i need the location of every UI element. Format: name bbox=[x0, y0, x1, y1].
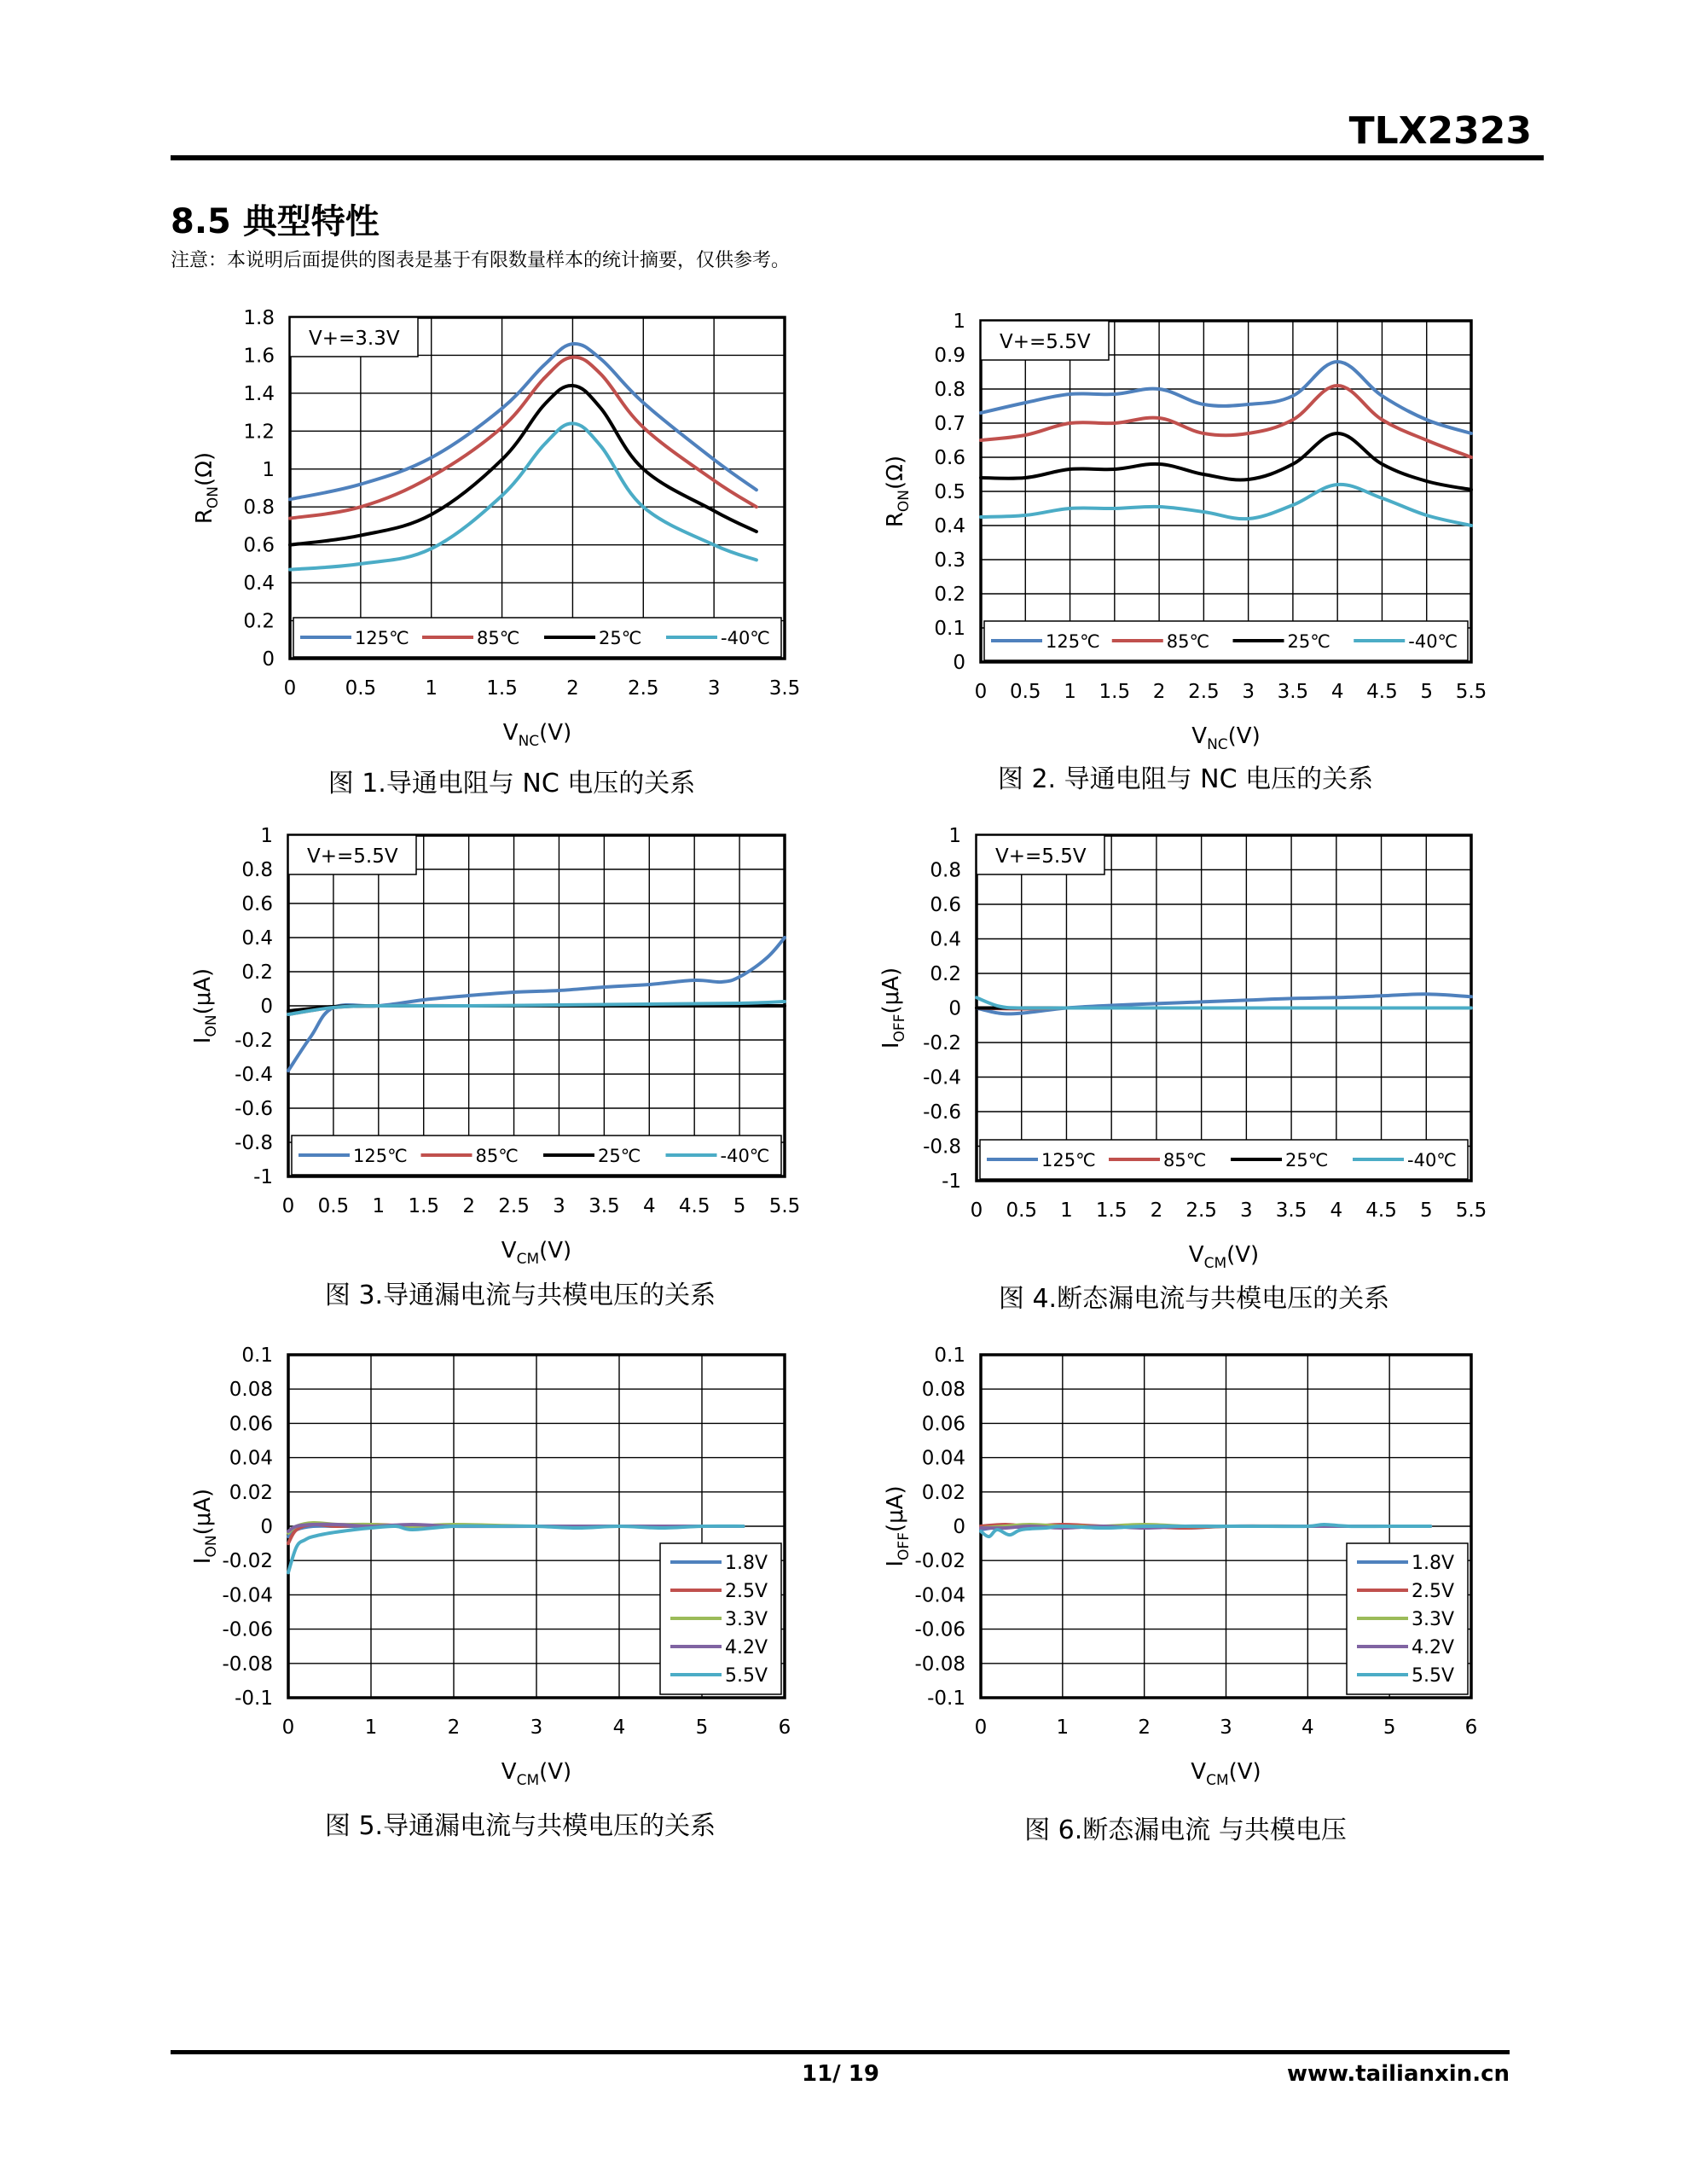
y-tick-label: 0.08 bbox=[229, 1379, 273, 1402]
condition-label: V+=5.5V bbox=[1000, 331, 1091, 353]
x-tick-label: 0 bbox=[283, 677, 297, 700]
x-tick-label: 2 bbox=[447, 1716, 461, 1739]
caption-fig4: 图 4.断态漏电流与共模电压的关系 bbox=[998, 1284, 1390, 1314]
x-tick-label: 4.5 bbox=[1365, 1199, 1397, 1222]
series-line-25℃ bbox=[290, 386, 757, 545]
y-tick-label: 0.6 bbox=[934, 447, 965, 469]
y-tick-label: 0 bbox=[953, 1516, 965, 1538]
series-line--40℃ bbox=[981, 485, 1471, 526]
y-tick-label: 1.6 bbox=[243, 345, 275, 368]
y-axis-label: $I_{OFF}(\mu A)$ bbox=[883, 1485, 913, 1567]
x-tick-label: 0.5 bbox=[345, 677, 377, 700]
y-tick-label: 1.4 bbox=[243, 382, 275, 405]
caption-fig6: 图 6.断态漏电流 与共模电压 bbox=[1024, 1815, 1347, 1845]
legend-label: 4.2V bbox=[725, 1637, 768, 1658]
y-tick-label: -0.4 bbox=[923, 1066, 961, 1089]
condition-label: V+=3.3V bbox=[309, 328, 400, 350]
y-tick-label: 0.3 bbox=[934, 549, 965, 572]
section-note: 注意：本说明后面提供的图表是基于有限数量样本的统计摘要，仅供参考。 bbox=[171, 250, 791, 271]
x-axis-label: $V_{NC}(V)$ bbox=[1191, 723, 1261, 753]
y-tick-label: -0.4 bbox=[235, 1064, 273, 1086]
y-tick-label: 0.6 bbox=[930, 894, 961, 916]
y-tick-label: -0.02 bbox=[914, 1550, 965, 1573]
y-tick-label: -0.02 bbox=[222, 1550, 273, 1573]
legend-label: 85℃ bbox=[475, 1146, 519, 1166]
website-link[interactable]: www.tailianxin.cn bbox=[1286, 2061, 1510, 2087]
y-tick-label: -0.2 bbox=[923, 1032, 961, 1054]
condition-label: V+=5.5V bbox=[995, 845, 1087, 868]
x-tick-label: 1.5 bbox=[408, 1195, 440, 1217]
x-tick-label: 3 bbox=[1242, 681, 1255, 703]
y-tick-label: 1 bbox=[953, 311, 965, 333]
chart-fig4 bbox=[853, 815, 1501, 1272]
y-tick-label: 0.2 bbox=[934, 584, 965, 606]
section-title: 8.5 典型特性 bbox=[171, 202, 380, 241]
y-tick-label: -0.06 bbox=[222, 1618, 273, 1641]
legend-label: -40℃ bbox=[720, 1146, 770, 1166]
chart-fig5 bbox=[171, 1331, 819, 1789]
y-tick-label: 0.2 bbox=[243, 610, 275, 633]
y-tick-label: 0.1 bbox=[934, 618, 965, 640]
x-tick-label: 3.5 bbox=[588, 1195, 620, 1217]
legend-label: 85℃ bbox=[477, 628, 520, 648]
legend-label: -40℃ bbox=[721, 628, 770, 648]
legend-label: 1.8V bbox=[1412, 1553, 1455, 1574]
y-tick-label: -0.8 bbox=[235, 1132, 273, 1154]
x-tick-label: 0.5 bbox=[1009, 681, 1041, 703]
x-tick-label: 0.5 bbox=[1006, 1199, 1038, 1222]
x-tick-label: 2.5 bbox=[627, 677, 659, 700]
y-axis-label: $R_{ON}(\Omega)$ bbox=[883, 455, 913, 528]
legend-label: 85℃ bbox=[1163, 1150, 1207, 1170]
header-rule bbox=[171, 155, 1544, 160]
x-tick-label: 0.5 bbox=[317, 1195, 350, 1217]
x-tick-label: 3 bbox=[1220, 1716, 1232, 1739]
y-tick-label: 0.6 bbox=[243, 534, 275, 557]
y-tick-label: 0 bbox=[953, 652, 965, 674]
series-line-25℃ bbox=[981, 433, 1471, 490]
x-tick-label: 5 bbox=[1420, 681, 1434, 703]
y-tick-label: -1 bbox=[253, 1166, 273, 1188]
series-line-125℃ bbox=[977, 994, 1471, 1014]
chart-fig3 bbox=[171, 815, 819, 1268]
plot-frame bbox=[290, 317, 785, 659]
chart-svg-fig5 bbox=[171, 1331, 819, 1789]
legend-label: 25℃ bbox=[598, 1146, 641, 1166]
x-tick-label: 0 bbox=[974, 681, 988, 703]
x-tick-label: 1.5 bbox=[1095, 1199, 1128, 1222]
x-tick-label: 5 bbox=[733, 1195, 746, 1217]
x-tick-label: 4 bbox=[612, 1716, 626, 1739]
y-tick-label: -0.04 bbox=[914, 1584, 965, 1607]
legend-label: 125℃ bbox=[355, 628, 409, 648]
series-line-125℃ bbox=[290, 344, 757, 499]
y-tick-label: 0.4 bbox=[241, 927, 273, 950]
x-tick-label: 5 bbox=[695, 1716, 709, 1739]
x-tick-label: 6 bbox=[778, 1716, 791, 1739]
x-tick-label: 5 bbox=[1383, 1716, 1396, 1739]
caption-fig1: 图 1.导通电阻与 NC 电压的关系 bbox=[328, 769, 696, 799]
caption-fig2: 图 2. 导通电阻与 NC 电压的关系 bbox=[997, 764, 1374, 794]
x-tick-label: 1 bbox=[1056, 1716, 1070, 1739]
y-axis-label: $R_{ON}(\Omega)$ bbox=[192, 451, 222, 525]
x-tick-label: 3.5 bbox=[768, 677, 801, 700]
y-tick-label: 0.8 bbox=[934, 379, 965, 401]
y-tick-label: -0.08 bbox=[222, 1653, 273, 1676]
y-tick-label: 0.04 bbox=[921, 1447, 965, 1470]
chart-svg-fig6 bbox=[853, 1331, 1501, 1789]
page-number: 11/ 19 bbox=[802, 2061, 879, 2087]
y-tick-label: 0.8 bbox=[243, 497, 275, 520]
y-tick-label: 1.8 bbox=[243, 307, 275, 329]
series-line--40℃ bbox=[288, 1002, 785, 1014]
x-tick-label: 4 bbox=[642, 1195, 656, 1217]
footer-rule bbox=[171, 2050, 1510, 2054]
chart-fig1 bbox=[171, 299, 819, 750]
y-tick-label: 0.5 bbox=[934, 481, 965, 503]
y-tick-label: -0.6 bbox=[235, 1098, 273, 1120]
x-tick-label: 2 bbox=[1138, 1716, 1151, 1739]
x-tick-label: 2 bbox=[462, 1195, 475, 1217]
x-tick-label: 0 bbox=[974, 1716, 988, 1739]
x-axis-label: $V_{CM}(V)$ bbox=[1191, 1759, 1261, 1789]
series-line-5.5V bbox=[981, 1525, 1430, 1536]
legend-label: 1.8V bbox=[725, 1553, 768, 1574]
y-tick-label: 1 bbox=[260, 825, 273, 847]
legend-label: 2.5V bbox=[725, 1581, 768, 1602]
x-tick-label: 6 bbox=[1464, 1716, 1478, 1739]
x-tick-label: 2.5 bbox=[498, 1195, 530, 1217]
legend-label: 125℃ bbox=[353, 1146, 408, 1166]
x-tick-label: 1 bbox=[425, 677, 438, 700]
x-axis-label: $V_{CM}(V)$ bbox=[1188, 1242, 1260, 1272]
x-tick-label: 4.5 bbox=[678, 1195, 710, 1217]
y-tick-label: 0.04 bbox=[229, 1447, 273, 1470]
x-tick-label: 0 bbox=[281, 1195, 295, 1217]
x-tick-label: 3 bbox=[553, 1195, 565, 1217]
y-tick-label: 0.7 bbox=[934, 413, 965, 435]
legend-label: 85℃ bbox=[1166, 631, 1210, 652]
x-tick-label: 0 bbox=[281, 1716, 295, 1739]
legend-label: 125℃ bbox=[1041, 1150, 1096, 1170]
x-tick-label: 0 bbox=[970, 1199, 983, 1222]
y-tick-label: 0.06 bbox=[229, 1413, 273, 1436]
y-axis-label: $I_{OFF}(\mu A)$ bbox=[878, 967, 908, 1049]
chart-fig2 bbox=[853, 299, 1501, 753]
x-tick-label: 2 bbox=[1152, 681, 1166, 703]
x-tick-label: 2 bbox=[566, 677, 579, 700]
x-tick-label: 1.5 bbox=[486, 677, 518, 700]
y-tick-label: 0.1 bbox=[241, 1345, 273, 1367]
y-tick-label: -0.04 bbox=[222, 1584, 273, 1607]
legend-label: 2.5V bbox=[1412, 1581, 1455, 1602]
y-tick-label: 0.02 bbox=[229, 1481, 273, 1504]
legend-label: 5.5V bbox=[725, 1665, 768, 1687]
x-axis-label: $V_{CM}(V)$ bbox=[501, 1238, 572, 1268]
y-tick-label: 1.2 bbox=[243, 421, 275, 444]
legend-label: 125℃ bbox=[1046, 631, 1100, 652]
chart-svg-fig2 bbox=[853, 299, 1501, 753]
series-line--40℃ bbox=[977, 997, 1471, 1008]
y-tick-label: 0.8 bbox=[241, 859, 273, 881]
y-tick-label: 0.2 bbox=[241, 961, 273, 984]
caption-fig3: 图 3.导通漏电流与共模电压的关系 bbox=[324, 1281, 716, 1310]
y-tick-label: -0.1 bbox=[927, 1687, 965, 1710]
chart-svg-fig1 bbox=[171, 299, 819, 750]
caption-fig5: 图 5.导通漏电流与共模电压的关系 bbox=[324, 1811, 716, 1841]
y-tick-label: 0 bbox=[262, 648, 275, 671]
y-tick-label: 0.4 bbox=[930, 928, 961, 951]
chart-fig6 bbox=[853, 1331, 1501, 1789]
x-tick-label: 4 bbox=[1330, 1199, 1343, 1222]
x-tick-label: 3.5 bbox=[1277, 681, 1309, 703]
y-tick-label: 0 bbox=[260, 996, 273, 1018]
y-tick-label: 0.9 bbox=[934, 345, 965, 367]
y-tick-label: -0.8 bbox=[923, 1136, 961, 1159]
x-tick-label: 4.5 bbox=[1366, 681, 1398, 703]
legend-label: 25℃ bbox=[1287, 631, 1330, 652]
y-tick-label: 0 bbox=[260, 1516, 273, 1538]
x-tick-label: 1 bbox=[364, 1716, 378, 1739]
legend-label: 3.3V bbox=[1412, 1609, 1455, 1630]
x-tick-label: 4 bbox=[1330, 681, 1344, 703]
x-tick-label: 5.5 bbox=[1455, 681, 1487, 703]
legend-label: 5.5V bbox=[1412, 1665, 1455, 1687]
legend-label: 4.2V bbox=[1412, 1637, 1455, 1658]
product-title: TLX2323 bbox=[1348, 109, 1532, 153]
legend-label: 25℃ bbox=[599, 628, 642, 648]
y-tick-label: -0.08 bbox=[914, 1653, 965, 1676]
x-tick-label: 2.5 bbox=[1186, 1199, 1217, 1222]
y-tick-label: -0.1 bbox=[235, 1687, 273, 1710]
y-tick-label: -1 bbox=[942, 1170, 961, 1193]
y-tick-label: -0.6 bbox=[923, 1101, 961, 1124]
x-tick-label: 5.5 bbox=[1455, 1199, 1487, 1222]
y-tick-label: 1 bbox=[948, 825, 961, 847]
x-tick-label: 2.5 bbox=[1188, 681, 1220, 703]
y-axis-label: $I_{ON}(\mu A)$ bbox=[190, 967, 220, 1044]
legend-label: 25℃ bbox=[1285, 1150, 1329, 1170]
x-axis-label: $V_{NC}(V)$ bbox=[502, 720, 572, 750]
x-tick-label: 5 bbox=[1419, 1199, 1433, 1222]
chart-svg-fig4 bbox=[853, 815, 1501, 1272]
legend-label: -40℃ bbox=[1408, 631, 1458, 652]
x-tick-label: 3 bbox=[530, 1716, 543, 1739]
y-tick-label: 0.6 bbox=[241, 893, 273, 915]
y-tick-label: 0.02 bbox=[921, 1481, 965, 1504]
x-tick-label: 5.5 bbox=[768, 1195, 801, 1217]
y-tick-label: 0.2 bbox=[930, 963, 961, 985]
y-tick-label: -0.2 bbox=[235, 1030, 273, 1052]
x-tick-label: 1 bbox=[1060, 1199, 1073, 1222]
y-tick-label: 0.1 bbox=[934, 1345, 965, 1367]
x-tick-label: 1.5 bbox=[1099, 681, 1131, 703]
legend-label: -40℃ bbox=[1407, 1150, 1457, 1170]
x-axis-label: $V_{CM}(V)$ bbox=[501, 1759, 572, 1789]
condition-label: V+=5.5V bbox=[307, 845, 398, 868]
y-tick-label: 0.08 bbox=[921, 1379, 965, 1402]
chart-svg-fig3 bbox=[171, 815, 819, 1268]
y-tick-label: -0.06 bbox=[914, 1618, 965, 1641]
x-tick-label: 3.5 bbox=[1275, 1199, 1307, 1222]
y-tick-label: 0 bbox=[948, 997, 961, 1020]
x-tick-label: 1 bbox=[372, 1195, 386, 1217]
x-tick-label: 3 bbox=[707, 677, 721, 700]
x-tick-label: 1 bbox=[1064, 681, 1076, 703]
x-tick-label: 3 bbox=[1240, 1199, 1253, 1222]
y-axis-label: $I_{ON}(\mu A)$ bbox=[190, 1488, 220, 1565]
x-tick-label: 4 bbox=[1301, 1716, 1314, 1739]
y-tick-label: 0.8 bbox=[930, 859, 961, 882]
y-tick-label: 0.06 bbox=[921, 1413, 965, 1436]
legend-label: 3.3V bbox=[725, 1609, 768, 1630]
y-tick-label: 0.4 bbox=[243, 572, 275, 595]
x-tick-label: 2 bbox=[1150, 1199, 1163, 1222]
y-tick-label: 0.4 bbox=[934, 515, 965, 537]
y-tick-label: 1 bbox=[262, 458, 275, 481]
